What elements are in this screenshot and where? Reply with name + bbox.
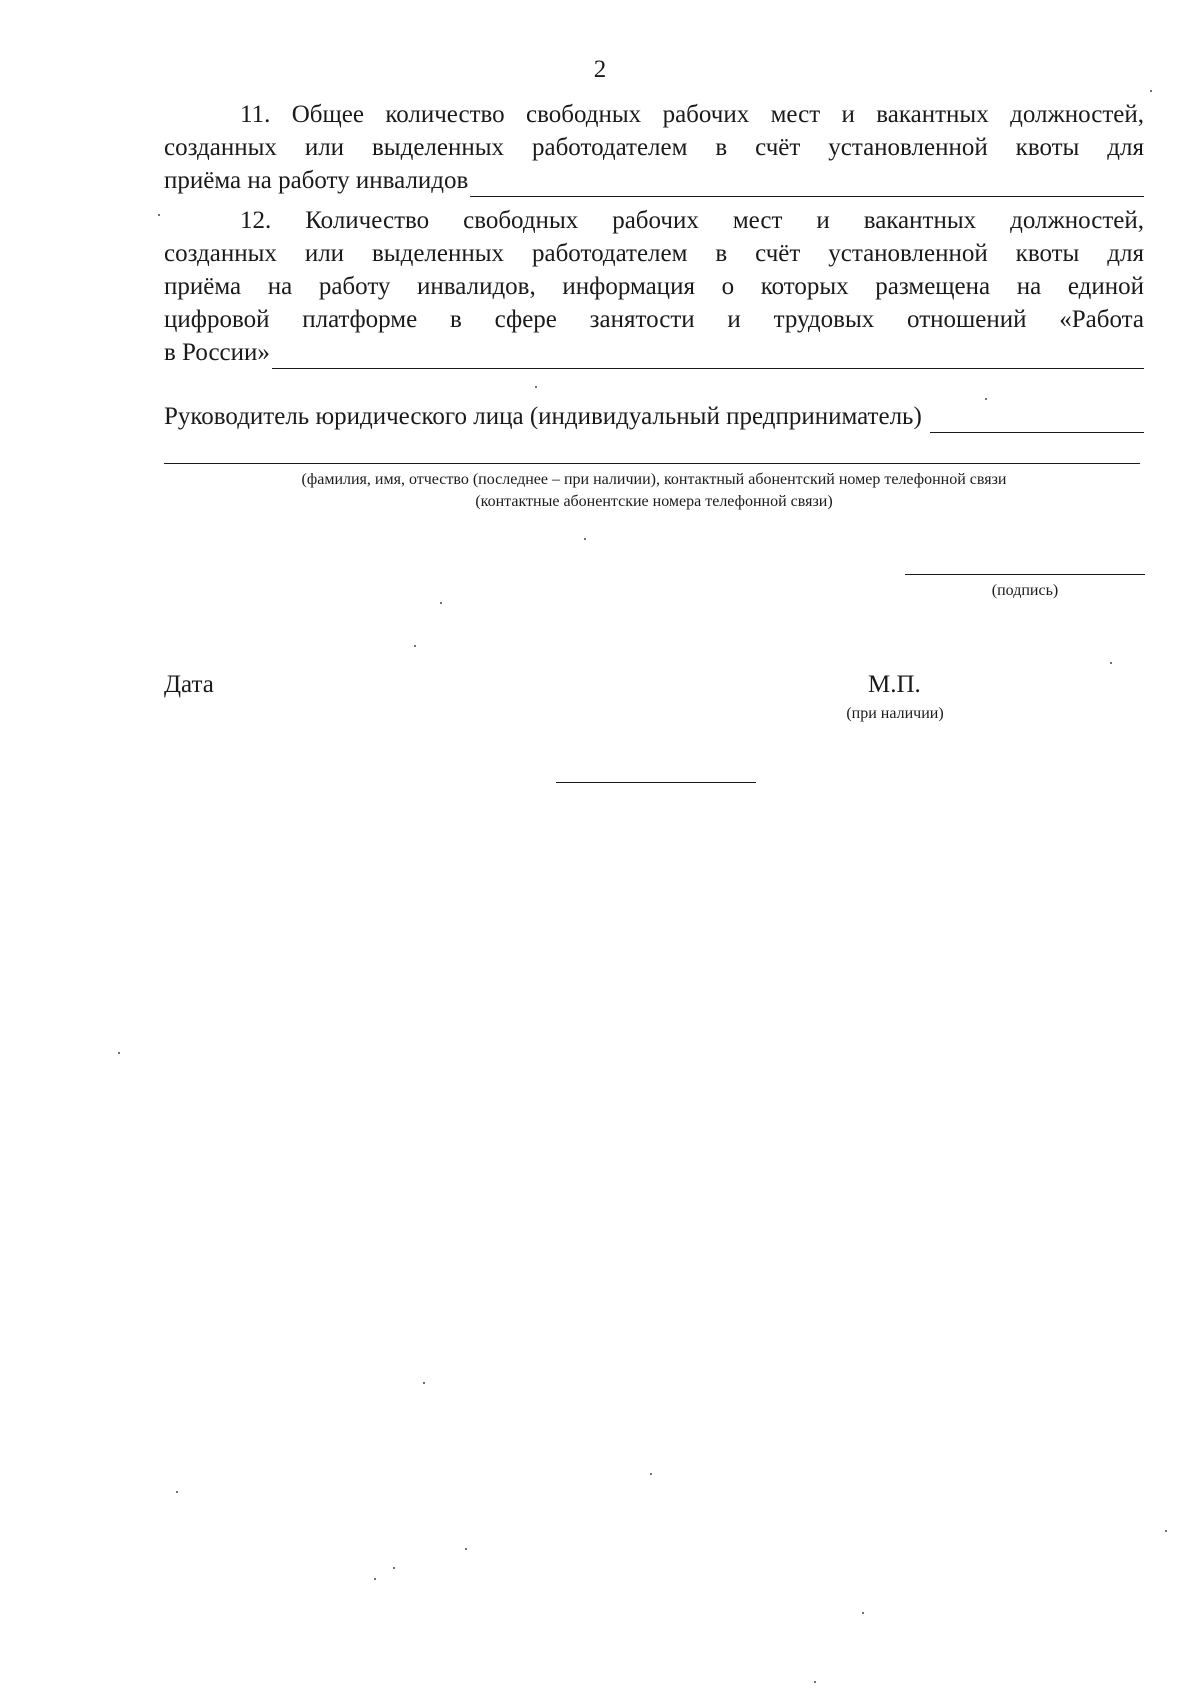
head-label: Руководитель юридического лица (индивидуальный предприниматель) <box>164 403 922 430</box>
item-12-line-4: цифровой платформе в сфере занятости и трудовых отношений «Работа <box>164 306 1144 333</box>
signature-field-line[interactable] <box>905 574 1145 575</box>
item-12-line-3: приёма на работу инвалидов, информация о которых размещена на единой <box>164 273 1144 300</box>
stamp-caption: (при наличии) <box>846 705 944 722</box>
page-number: 2 <box>593 56 607 83</box>
scan-speck <box>423 1382 425 1384</box>
item-11-answer-field[interactable] <box>470 172 1144 197</box>
head-caption-line-1: (фамилия, имя, отчество (последнее – при наличии), контактный абонентский номер телефонной связи <box>301 471 1007 488</box>
stamp-label: М.П. <box>868 671 921 698</box>
scan-speck <box>814 1681 816 1683</box>
scan-speck <box>1110 662 1112 664</box>
head-name-field-line[interactable] <box>164 463 1140 464</box>
date-label: Дата <box>164 671 214 698</box>
scan-speck <box>1165 1530 1167 1532</box>
item-11-paragraph <box>164 98 1144 197</box>
item-12-line-1: 12. Количество свободных рабочих мест и вакантных должностей, <box>240 207 1144 234</box>
scan-speck <box>374 1578 376 1580</box>
item-11-line-1: 11. Общее количество свободных рабочих мест и вакантных должностей, <box>240 101 1144 128</box>
scan-speck <box>535 386 537 388</box>
signature-caption: (подпись) <box>991 582 1059 599</box>
item-11-line-2: созданных или выделенных работодателем в счёт установленной квоты для <box>164 134 1144 161</box>
item-12-paragraph <box>164 204 1144 369</box>
scan-speck <box>862 1612 864 1614</box>
item-12-line-2: созданных или выделенных работодателем в счёт установленной квоты для <box>164 240 1144 267</box>
scan-speck <box>584 538 586 540</box>
scan-speck <box>440 602 442 604</box>
scan-speck <box>1150 90 1152 92</box>
item-11-line-3 <box>164 164 1144 197</box>
scan-speck <box>465 1548 467 1550</box>
closing-separator <box>556 782 756 783</box>
scan-speck <box>158 214 160 216</box>
scan-speck <box>393 1567 395 1569</box>
item-12-line-5 <box>164 336 1144 369</box>
item-12-line-5-text: в России» <box>164 339 270 366</box>
scan-speck <box>414 645 416 647</box>
head-name-field-start[interactable] <box>930 408 1144 433</box>
scan-speck <box>650 1473 652 1475</box>
item-11-line-3-text: приёма на работу инвалидов <box>164 167 469 194</box>
scan-speck <box>985 398 987 400</box>
scan-speck <box>176 1491 178 1493</box>
item-12-answer-field[interactable] <box>272 344 1144 369</box>
scan-speck <box>118 1052 120 1054</box>
head-caption-line-2: (контактные абонентские номера телефонной связи) <box>475 493 833 510</box>
head-row <box>164 400 1144 433</box>
